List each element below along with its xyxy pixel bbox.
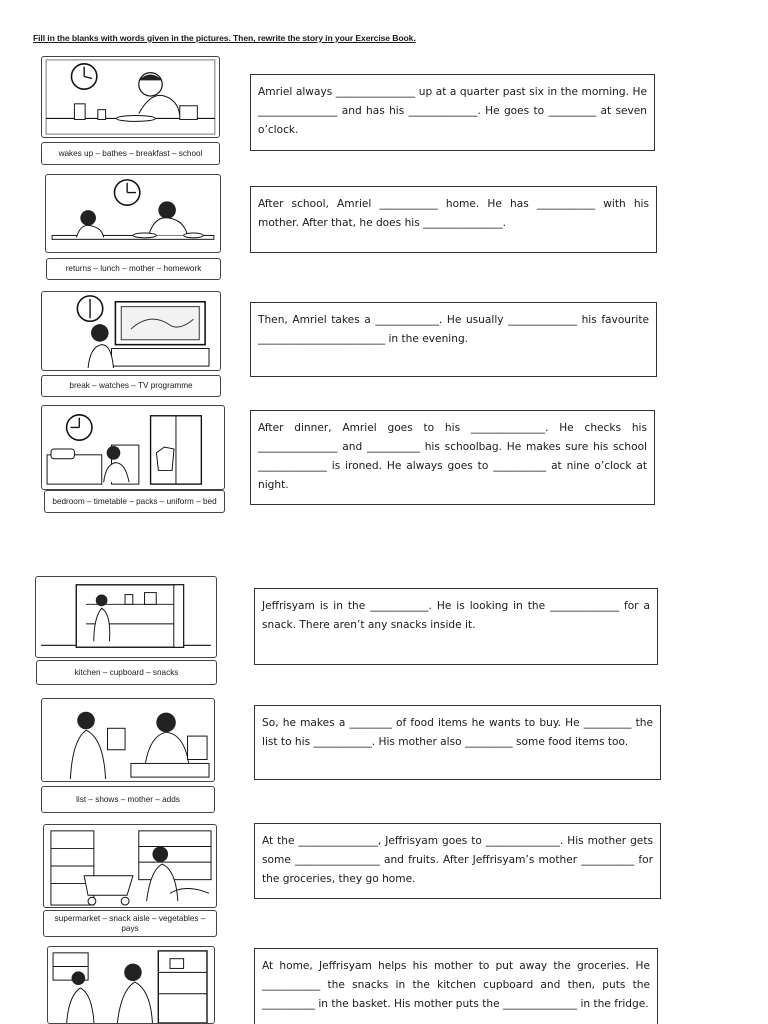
word-hint-box: returns – lunch – mother – homework <box>46 258 221 280</box>
word-hint-box: wakes up – bathes – breakfast – school <box>41 142 220 165</box>
picture-tv <box>41 291 221 371</box>
picture-bedroom <box>41 405 225 490</box>
picture-kitchen <box>35 576 217 658</box>
story-box: At home, Jeffrisyam helps his mother to put away the groceries. He ___________ the snacks in the kitchen cupboard and then, puts the __________ in the basket. His mother puts the ______________ in the fridge. <box>254 948 658 1024</box>
instruction-text: Fill in the blanks with words given in the pictures. Then, rewrite the story in your Exercise Book. <box>33 33 416 43</box>
word-hint-box: kitchen – cupboard – snacks <box>36 660 217 685</box>
story-box: At the _______________, Jeffrisyam goes to ______________. His mother gets some ________________ and fruits. After Jeffrisyam’s mother __________ for the groceries, they go home. <box>254 823 661 899</box>
picture-unpacking <box>47 946 215 1024</box>
clock-icon <box>77 296 102 321</box>
picture-list <box>41 698 215 782</box>
picture-supermarket <box>43 824 217 908</box>
clock-icon <box>114 180 139 205</box>
clock-icon <box>71 64 96 89</box>
clock-icon <box>67 415 92 440</box>
word-hint-box: bedroom – timetable – packs – uniform – bed <box>44 490 225 513</box>
story-box: Jeffrisyam is in the ___________. He is looking in the _____________ for a snack. There aren’t any snacks inside it. <box>254 588 658 665</box>
story-box: Then, Amriel takes a ____________. He usually _____________ his favourite ________________________ in the evening. <box>250 302 657 377</box>
story-box: So, he makes a ________ of food items he wants to buy. He _________ the list to his ___________. His mother also _________ some food items too. <box>254 705 661 780</box>
word-hint-box: list – shows – mother – adds <box>41 786 215 813</box>
story-box: After dinner, Amriel goes to his ______________. He checks his _______________ and __________ his schoolbag. He makes sure his school _____________ is ironed. He always goes to __________ at nine o’clock at night. <box>250 410 655 505</box>
story-box: Amriel always _______________ up at a quarter past six in the morning. He _______________ and has his _____________. He goes to _________ at seven o’clock. <box>250 74 655 151</box>
word-hint-box: supermarket – snack aisle – vegetables – pays <box>43 910 217 937</box>
picture-lunch <box>45 174 221 253</box>
word-hint-box: break – watches – TV programme <box>41 375 221 397</box>
story-box: After school, Amriel ___________ home. He has ___________ with his mother. After that, he does his _______________. <box>250 186 657 253</box>
picture-breakfast <box>41 56 220 138</box>
